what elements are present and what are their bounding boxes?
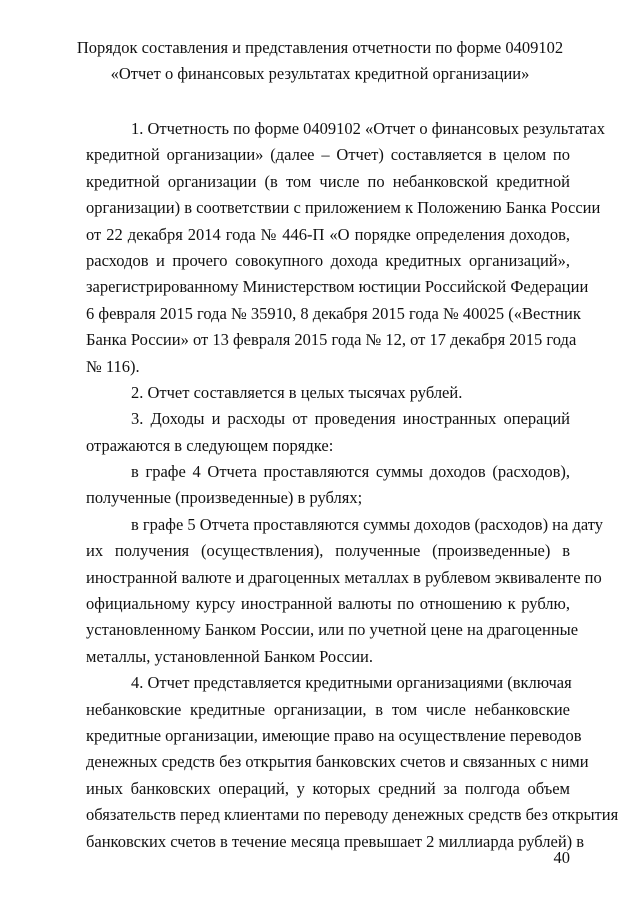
body-line: расходов и прочего совокупного дохода кредитных организаций», (86, 250, 570, 270)
body-line: зарегистрированному Министерством юстиции Российской Федерации (86, 277, 589, 297)
body-line: 2. Отчет составляется в целых тысячах рублей. (131, 382, 463, 402)
body-line: их получения (осуществления), полученные (произведенные) в (86, 541, 570, 561)
body-line: 4. Отчет представляется кредитными организациями (включая (131, 673, 572, 693)
body-line: полученные (произведенные) в рублях; (86, 488, 363, 508)
body-line: № 116). (86, 356, 140, 376)
body-line: кредитные организации, имеющие право на осуществление переводов (86, 725, 582, 745)
document-title-line-1: Порядок составления и представления отчетности по форме 0409102 (76, 38, 564, 57)
body-line: Банка России» от 13 февраля 2015 года № 12, от 17 декабря 2015 года (86, 330, 577, 350)
body-line: 1. Отчетность по форме 0409102 «Отчет о финансовых результатах (131, 119, 605, 138)
body-line: иностранной валюте и драгоценных металлах в рублевом эквиваленте по (86, 567, 602, 587)
body-line: кредитной организации» (далее – Отчет) составляется в целом по (86, 145, 570, 165)
body-line: в графе 5 Отчета проставляются суммы доходов (расходов) на дату (131, 514, 603, 534)
body-line: 6 февраля 2015 года № 35910, 8 декабря 2015 года № 40025 («Вестник (86, 303, 581, 323)
body-line: установленному Банком России, или по учетной цене на драгоценные (86, 620, 579, 640)
body-line: отражаются в следующем порядке: (86, 435, 334, 455)
body-line: 3. Доходы и расходы от проведения иностранных операций (131, 409, 570, 429)
document-title-line-2: «Отчет о финансовых результатах кредитной организации» (110, 64, 530, 83)
body-line: банковских счетов в течение месяца превышает 2 миллиарда рублей) в (86, 831, 585, 851)
body-line: в графе 4 Отчета проставляются суммы доходов (расходов), (131, 462, 570, 482)
body-line: официальному курсу иностранной валюты по отношению к рублю, (86, 594, 570, 614)
body-line: кредитной организации (в том числе по небанковской кредитной (86, 171, 570, 191)
body-line: денежных средств без открытия банковских счетов и связанных с ними (86, 752, 589, 772)
body-text (86, 116, 619, 855)
body-line: иных банковских операций, у которых средний за полгода объем (86, 778, 570, 798)
body-line: металлы, установленной Банком России. (86, 646, 374, 666)
body-line: обязательств перед клиентами по переводу денежных средств без открытия (86, 805, 619, 825)
body-line: организации) в соответствии с приложением к Положению Банка России (86, 198, 601, 218)
body-line: от 22 декабря 2014 года № 446-П «О порядке определения доходов, (86, 224, 570, 244)
body-line: небанковские кредитные организации, в том числе небанковские (86, 699, 570, 719)
page-number: 40 (553, 848, 570, 867)
